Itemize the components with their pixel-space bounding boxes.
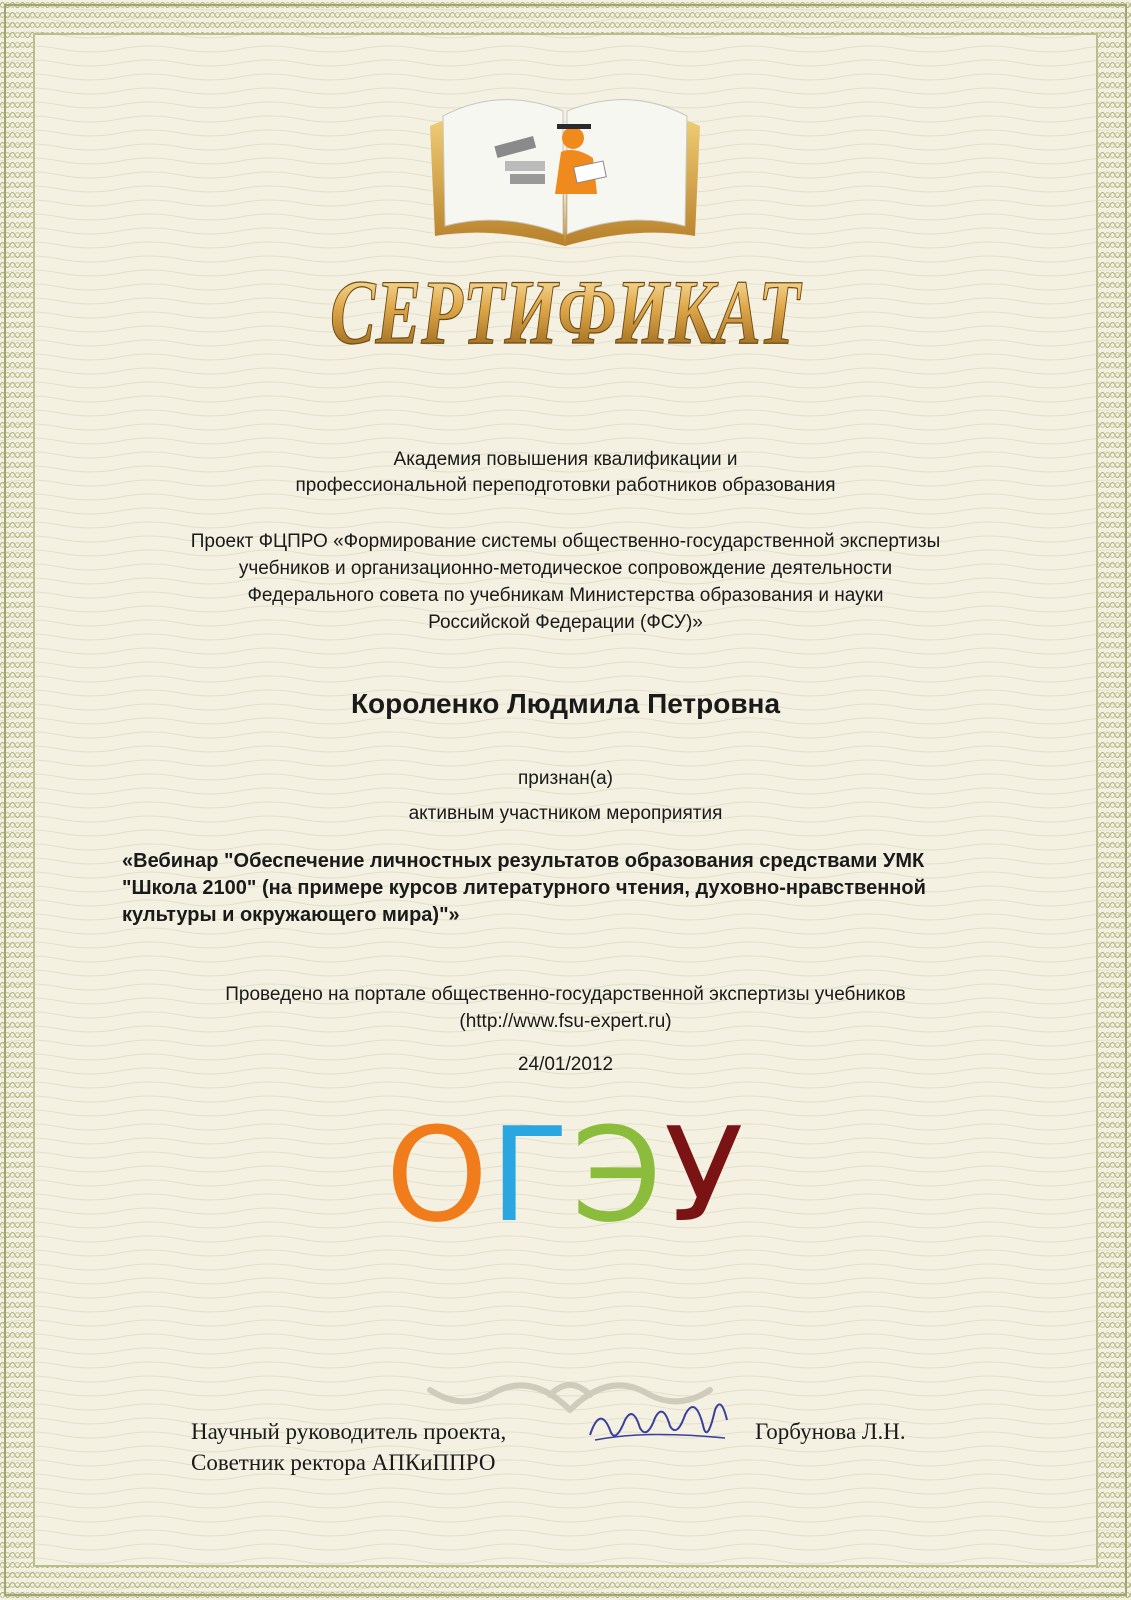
- project-description: [0, 528, 1131, 636]
- recognized-text: признан(а): [518, 768, 613, 789]
- organization-line-2: профессиональной переподготовки работников образования: [295, 475, 836, 496]
- recipient-name: Короленко Людмила Петровна: [350, 688, 781, 719]
- handwritten-signature: [585, 1390, 735, 1460]
- portal-url: (http://www.fsu-expert.ru): [459, 1011, 672, 1032]
- event-line: "Школа 2100" (на примере курсов литературного чтения, духовно-нравственной: [122, 877, 926, 899]
- project-line: Проект ФЦПРО «Формирование системы общественно-государственной экспертизы: [190, 531, 941, 552]
- ogeu-logo: [0, 1099, 1131, 1251]
- active-participant-text: активным участником мероприятия: [408, 803, 723, 824]
- signatory-name: Горбунова Л.Н.: [755, 1419, 906, 1444]
- project-line: Российской Федерации (ФСУ)»: [428, 612, 703, 633]
- logo-letter: Г: [490, 1099, 572, 1251]
- event-line: «Вебинар "Обеспечение личностных результатов образования средствами УМК: [122, 850, 925, 872]
- organization-line-1: Академия повышения квалификации и: [393, 449, 738, 470]
- certificate-title: [320, 255, 810, 365]
- project-line: учебников и организационно-методическое сопровождение деятельности: [238, 558, 893, 579]
- logo-letter: У: [664, 1099, 746, 1251]
- project-line: Федерального совета по учебникам Министерства образования и науки: [247, 585, 884, 606]
- event-title: [122, 848, 1022, 929]
- signatory-role: [191, 1416, 506, 1478]
- organization-name: [0, 447, 1131, 499]
- logo-letter: Э: [571, 1099, 665, 1251]
- open-book-with-reader-icon: [425, 86, 705, 256]
- signatory-role-line-1: Научный руководитель проекта,: [191, 1419, 507, 1444]
- event-line: культуры и окружающего мира)"»: [122, 904, 460, 926]
- signatory-role-line-2: Советник ректора АПКиППРО: [191, 1450, 496, 1475]
- portal-line-1: Проведено на портале общественно-государственной экспертизы учебников: [225, 984, 906, 1005]
- event-date: 24/01/2012: [517, 1054, 614, 1075]
- logo-letter: О: [385, 1099, 491, 1251]
- certificate-title-text: СЕРТИФИКАТ: [330, 261, 803, 363]
- portal-info: [0, 981, 1131, 1035]
